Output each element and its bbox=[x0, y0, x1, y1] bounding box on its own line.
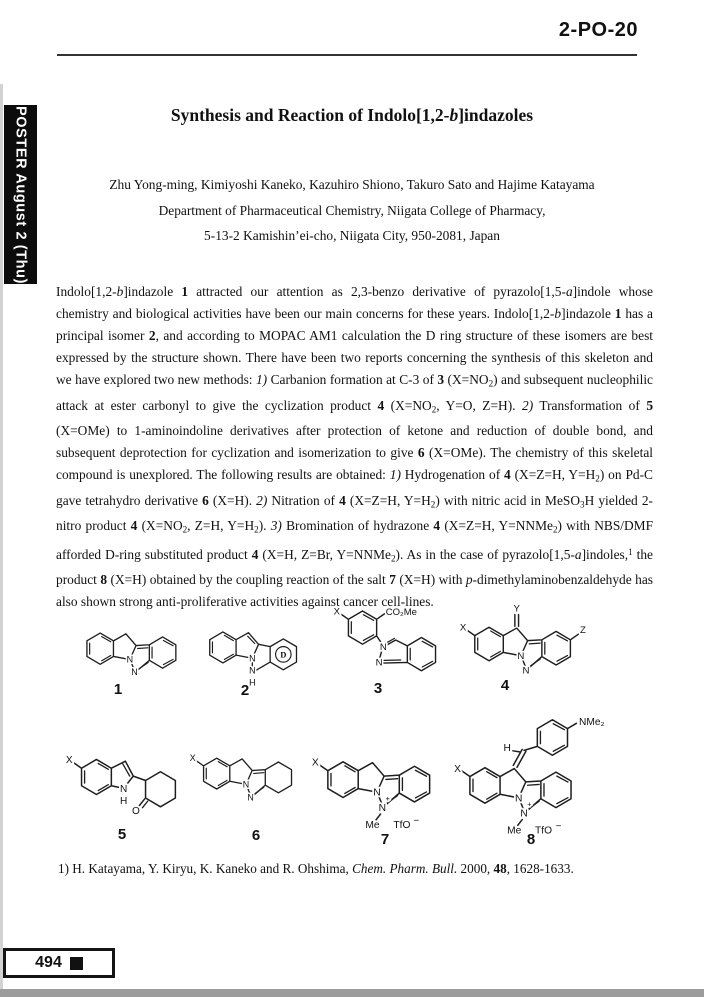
structure-6-number: 6 bbox=[251, 827, 261, 844]
structure-7-number: 7 bbox=[380, 831, 390, 848]
structure-6-drawing bbox=[188, 735, 304, 816]
double-bond-lines bbox=[212, 635, 254, 659]
atom-label-h: H bbox=[119, 796, 128, 808]
structure-1-figure bbox=[82, 612, 180, 690]
atom-label-n1: N bbox=[515, 793, 523, 805]
bond-lines bbox=[340, 611, 435, 671]
authors-line: Zhu Yong-ming, Kimiyoshi Kaneko, Kazuhiro Shiono, Takuro Sato and Hajime Katayama bbox=[109, 177, 595, 192]
structure-8-number: 8 bbox=[526, 831, 536, 848]
double-bond-lines bbox=[85, 763, 148, 807]
counterion-label: TfO bbox=[535, 825, 553, 836]
substituent-label-x: X bbox=[454, 764, 461, 776]
atom-label-n2: N bbox=[131, 667, 138, 678]
poster-code: 2-PO-20 bbox=[558, 19, 638, 41]
structure-5-figure bbox=[64, 733, 178, 828]
substituent-label-x: X bbox=[311, 757, 319, 769]
substituent-label-z: Z bbox=[580, 625, 586, 637]
substituent-label-x: X bbox=[459, 622, 467, 634]
structure-8-drawing bbox=[452, 710, 612, 836]
double-bond-lines bbox=[351, 615, 432, 667]
sidebar-session-tab bbox=[4, 105, 37, 284]
scan-bottom-edge bbox=[0, 989, 704, 997]
address-line: 5-13-2 Kamishin’ei-cho, Niigata City, 950-2081, Japan bbox=[204, 228, 500, 243]
atom-label-n2: N bbox=[520, 808, 528, 820]
substituent-label-x: X bbox=[333, 606, 340, 618]
structure-7-figure bbox=[310, 735, 435, 835]
abstract-paragraph: Indolo[1,2-b]indazole 1 attracted our attention as 2,3-benzo derivative of pyrazolo[1,5-a]indole whose chemistry and biological activities have been our main concerns for these years. Indolo[1,2-b]indazole 1 has a principal isomer 2, and according to MOPAC AM1 calculation the D ring structure of these isomers are best expressed by the structure shown. There have been two reports concerning the synthesis of this skeleton and we have explored two new methods: 1) Carbanion formation at C-3 of 3 $(X=NO_2)$ and subsequent nucleophilic attack at ester carbonyl to give the cyclization product 4 ($X=NO_2$, Y=O, Z=H). 2) Transformation of 5 (X=OMe) to 1-aminoindoline derivatives after protection of ketone and reduction of double bond, and subsequent deprotection for cyclization and isomerization to give 6 (X=OMe). The chemistry of this skeletal compound is unexplored. The following results are obtained: 1) Hydrogenation of 4 (X=Z=H, $Y=H_2$) on Pd-C gave tetrahydro derivative 6 (X=H). 2) Nitration of 4 (X=Z=H, $Y=H_2$) with nitric acid in MeSO$_3$H yielded 2-nitro product 4 ($X=NO_2$, Z=H, $Y=H_2$). 3) Bromination of hydrazone 4 (X=Z=H, Y=NNMe$_2$) with NBS/DMF afforded D-ring substituted product 4 (X=H, Z=Br, Y=NNMe$_2$). As in the case of pyrazolo[1,5-a]indoles,$^1$ the product 8 (X=H) obtained by the coupling reaction of the salt 7 (X=H) with p-dimethylaminobenzaldehyde has also shown strong anti-proliferative activities against cancer cell-lines. bbox=[56, 284, 654, 610]
atom-label-n2: N bbox=[249, 665, 256, 676]
atom-label-n2: N bbox=[522, 665, 530, 677]
substituent-label-x: X bbox=[65, 754, 73, 766]
atom-label-n1: N bbox=[242, 779, 250, 790]
scan-left-edge bbox=[0, 84, 3, 997]
substituent-label-ester: CO₂Me bbox=[385, 607, 418, 619]
ring-label-d: D bbox=[280, 649, 287, 660]
structure-3-number: 3 bbox=[373, 680, 383, 697]
substituent-label-y: Y bbox=[513, 603, 520, 615]
atom-label-n1: N bbox=[517, 651, 525, 663]
structure-4-number: 4 bbox=[500, 677, 510, 694]
structure-3-figure bbox=[331, 601, 443, 694]
structure-1-drawing bbox=[82, 612, 180, 690]
atom-label-n1: N bbox=[379, 641, 387, 653]
bond-lines bbox=[87, 633, 176, 671]
sidebar-session-label: POSTER August 2 (Thu) bbox=[12, 105, 29, 284]
structure-3-drawing bbox=[331, 601, 443, 694]
structure-8-figure bbox=[452, 710, 612, 836]
header-divider bbox=[57, 54, 637, 56]
structure-2-drawing bbox=[205, 611, 302, 690]
atom-label-n: N bbox=[119, 783, 128, 795]
structure-5-number: 5 bbox=[117, 826, 127, 843]
atom-label-o: O bbox=[131, 805, 140, 817]
group-label-me: Me bbox=[365, 819, 380, 831]
bond-lines bbox=[196, 758, 292, 796]
structure-2-figure bbox=[205, 611, 302, 690]
atom-label-h: H bbox=[503, 742, 511, 754]
bond-lines bbox=[461, 720, 576, 826]
group-label-me: Me bbox=[507, 825, 522, 836]
byline-block bbox=[55, 172, 649, 249]
reference-line: 1) H. Katayama, Y. Kiryu, K. Kaneko and R. Ohshima, Chem. Pharm. Bull. 2000, 48, 1628-1633. bbox=[58, 861, 574, 876]
charge-label-plus: + bbox=[527, 799, 532, 809]
atom-label-n1: N bbox=[126, 654, 134, 665]
page-number: 494 bbox=[35, 954, 62, 971]
atom-label-n1: N bbox=[249, 653, 256, 664]
structure-2-number: 2 bbox=[240, 682, 250, 699]
double-bond-lines bbox=[206, 762, 263, 794]
counterion-label: TfO bbox=[393, 819, 411, 831]
structure-1-number: 1 bbox=[113, 681, 123, 698]
atom-label-n2: N bbox=[378, 802, 387, 814]
affiliation-line: Department of Pharmaceutical Chemistry, Niigata College of Pharmacy, bbox=[158, 202, 546, 218]
charge-label-minus: − bbox=[413, 815, 420, 827]
structure-6-figure bbox=[188, 735, 304, 816]
atom-label-h: H bbox=[249, 677, 256, 688]
page-title: Synthesis and Reaction of Indolo[1,2-b]indazoles bbox=[170, 105, 534, 125]
page-number-box bbox=[3, 948, 115, 978]
page-number-square-icon bbox=[70, 957, 83, 970]
atom-label-n2: N bbox=[375, 657, 383, 669]
substituent-label-x: X bbox=[189, 753, 196, 764]
substituent-label-nme2: NMe₂ bbox=[579, 717, 605, 729]
charge-label-plus: + bbox=[385, 794, 390, 804]
atom-label-n1: N bbox=[373, 787, 381, 799]
structure-4-drawing bbox=[458, 602, 588, 686]
structure-5-drawing bbox=[64, 733, 178, 828]
structure-7-drawing bbox=[310, 735, 435, 835]
charge-label-minus: − bbox=[555, 820, 562, 832]
atom-label-n2: N bbox=[247, 792, 254, 803]
structure-4-figure bbox=[458, 602, 588, 686]
